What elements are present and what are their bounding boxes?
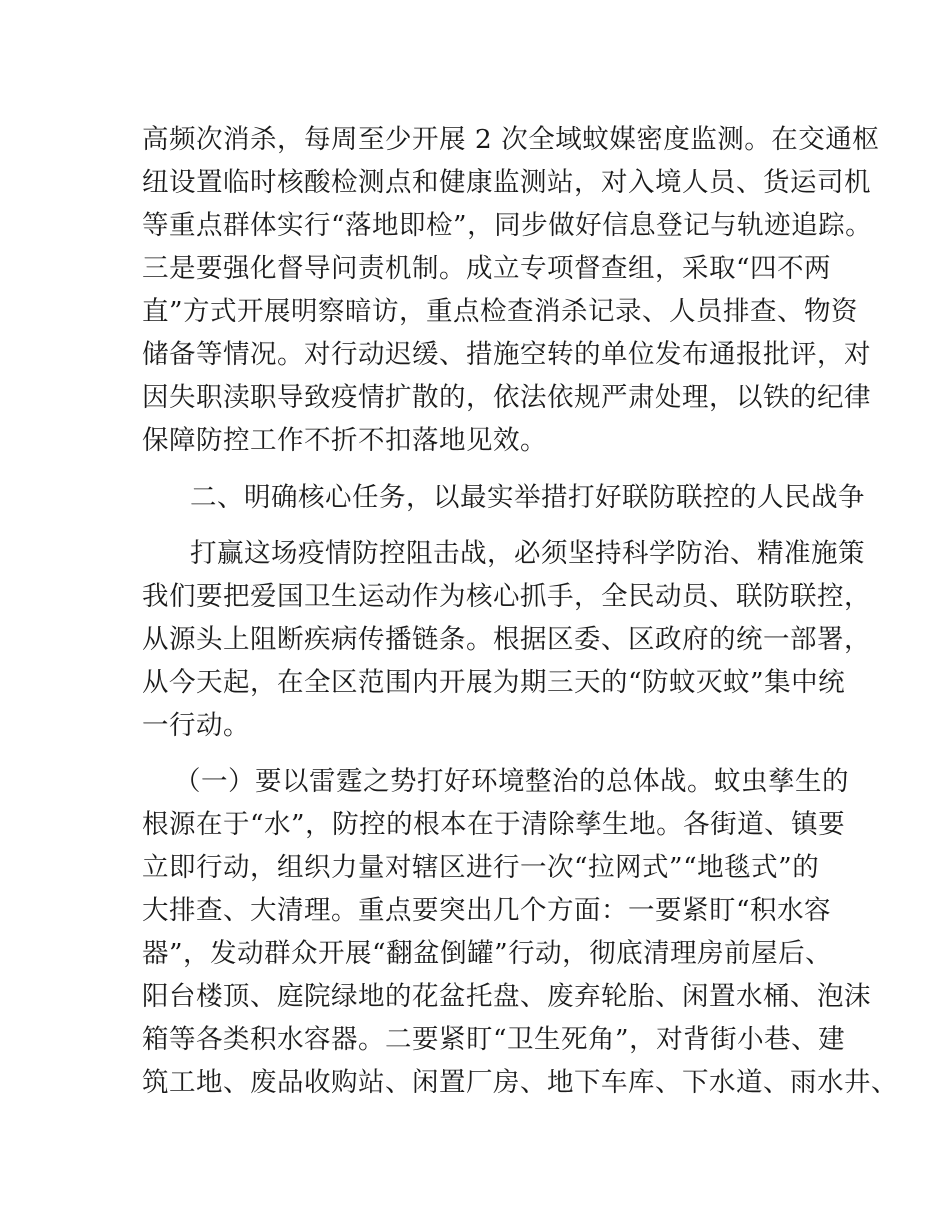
paragraph-line: 根源在于“水”，防控的根本在于清除孳生地。各街道、镇要	[142, 809, 846, 840]
paragraph-line: 阳台楼顶、庭院绿地的花盆托盘、废弃轮胎、闲置水桶、泡沫	[142, 981, 871, 1012]
paragraph-line: 器”，发动群众开展“翻盆倒罐”行动，彻底清理房前屋后、	[142, 938, 833, 969]
paragraph-line: 纽设置临时核酸检测点和健康监测站，对入境人员、货运司机	[142, 167, 871, 198]
paragraph-line: 保障防控工作不折不扣落地见效。	[142, 425, 547, 456]
paragraph-line: 我们要把爱国卫生运动作为核心抓手，全民动员、联防联控，	[142, 581, 871, 612]
paragraph-line: 一行动。	[142, 710, 250, 741]
paragraph-line: 筑工地、废品收购站、闲置厂房、地下车库、下水道、雨水井、	[142, 1067, 898, 1098]
subsection-heading-line: （一）要以雷霆之势打好环境整治的总体战。蚊虫孳生的	[174, 766, 849, 797]
section-heading: 二、明确核心任务，以最实举措打好联防联控的人民战争	[190, 482, 865, 513]
paragraph-line: 立即行动，组织力量对辖区进行一次“拉网式”“地毯式”的	[142, 852, 820, 883]
paragraph-line: 储备等情况。对行动迟缓、措施空转的单位发布通报批评，对	[142, 339, 871, 370]
paragraph-line: 高频次消杀，每周至少开展 2 次全域蚊媒密度监测。在交通枢	[142, 124, 880, 155]
paragraph-line: 大排查、大清理。重点要突出几个方面：一要紧盯“积水容	[142, 895, 832, 926]
paragraph-line: 箱等各类积水容器。二要紧盯“卫生死角”，对背街小巷、建	[142, 1024, 846, 1055]
paragraph-line: 直”方式开展明察暗访，重点检查消杀记录、人员排查、物资	[142, 296, 859, 327]
paragraph-line: 等重点群体实行“落地即检”，同步做好信息登记与轨迹追踪。	[142, 210, 873, 241]
paragraph-line: 因失职渎职导致疫情扩散的，依法依规严肃处理，以铁的纪律	[142, 382, 871, 413]
paragraph-line: 从源头上阻断疾病传播链条。根据区委、区政府的统一部署，	[142, 624, 871, 655]
paragraph-line: 打赢这场疫情防控阻击战，必须坚持科学防治、精准施策	[190, 538, 865, 569]
paragraph-line: 从今天起，在全区范围内开展为期三天的“防蚊灭蚊”集中统	[142, 667, 846, 698]
paragraph-line: 三是要强化督导问责机制。成立专项督查组，采取“四不两	[142, 253, 832, 284]
